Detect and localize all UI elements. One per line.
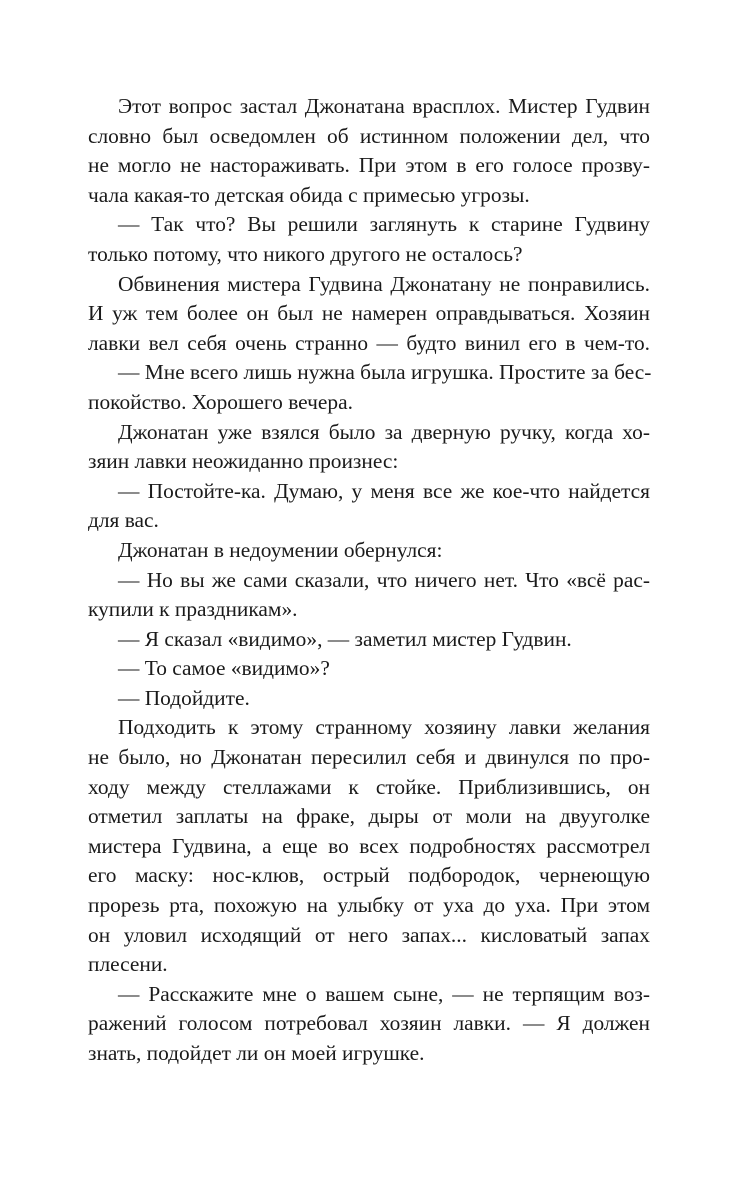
text-line: Джонатан уже взялся было за дверную ручку, когда хо- — [118, 419, 650, 444]
text-line: только потому, что никого другого не осталось? — [88, 241, 523, 266]
text-line: — Мне всего лишь нужна была игрушка. Простите за бес- — [118, 360, 652, 385]
text-line: — Расскажите мне о вашем сыне, — не терпящим воз- — [118, 981, 650, 1006]
text-line: не было, но Джонатан пересилил себя и двинулся по про- — [88, 745, 650, 770]
text-line: прорезь рта, похожую на улыбку от уха до уха. При этом — [88, 893, 650, 918]
text-line: ходу между стеллажами к стойке. Приблизившись, он — [88, 774, 650, 799]
text-line: плесени. — [88, 952, 168, 977]
text-line: покойство. Хорошего вечера. — [88, 389, 353, 414]
text-line: его маску: нос-клюв, острый подбородок, чернеющую — [88, 863, 650, 888]
text-line: купили к праздникам». — [88, 597, 298, 622]
text-line: — Но вы же сами сказали, что ничего нет. Что «всё рас- — [118, 567, 650, 592]
text-line: Подходить к этому странному хозяину лавки желания — [118, 715, 650, 740]
text-line: не могло не настораживать. При этом в его голосе прозву- — [88, 153, 650, 178]
text-line: зяин лавки неожиданно произнес: — [88, 449, 399, 474]
body-text — [88, 92, 650, 1069]
text-line: — То самое «видимо»? — [118, 656, 330, 681]
text-line: — Так что? Вы решили заглянуть к старине Гудвину — [118, 212, 650, 237]
text-line: — Подойдите. — [118, 685, 250, 710]
text-line: словно был осведомлен об истинном положении дел, что — [88, 123, 650, 148]
text-line: Этот вопрос застал Джонатана врасплох. Мистер Гудвин — [118, 94, 650, 118]
text-line: отметил заплаты на фраке, дыры от моли на двууголке — [88, 804, 650, 829]
text-line: он уловил исходящий от него запах... кисловатый запах — [88, 922, 650, 947]
text-line: для вас. — [88, 508, 159, 533]
text-line: ражений голосом потребовал хозяин лавки. — Я должен — [88, 1011, 650, 1036]
text-line: И уж тем более он был не намерен оправдываться. Хозяин — [88, 301, 650, 326]
text-line: мистера Гудвина, а еще во всех подробностях рассмотрел — [88, 833, 650, 858]
text-line: — Я сказал «видимо», — заметил мистер Гудвин. — [118, 626, 572, 651]
text-line: чала какая-то детская обида с примесью угрозы. — [88, 182, 530, 207]
text-line: — Постойте-ка. Думаю, у меня все же кое-что найдется — [118, 478, 650, 503]
text-line: знать, подойдет ли он моей игрушке. — [88, 1041, 425, 1065]
text-line: Обвинения мистера Гудвина Джонатану не понравились. — [118, 271, 650, 296]
text-line: Джонатан в недоумении обернулся: — [118, 537, 443, 562]
text-line: лавки вел себя очень странно — будто винил его в чем-то. — [88, 330, 650, 355]
